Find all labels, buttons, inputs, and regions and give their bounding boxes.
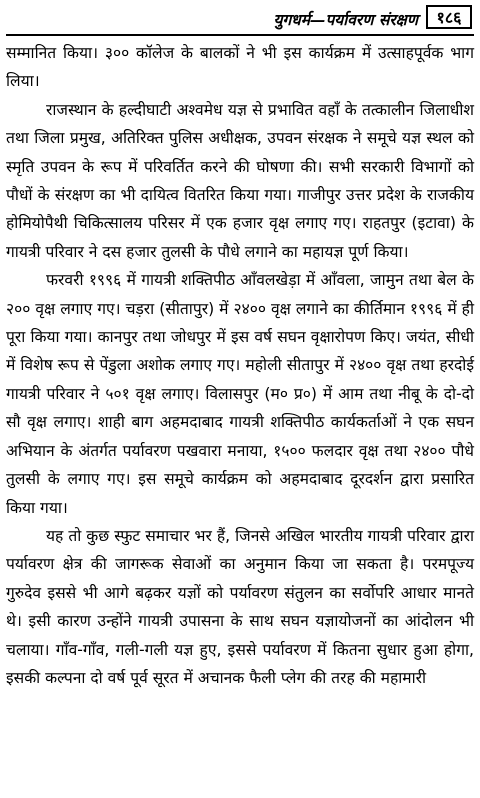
paragraph: राजस्थान के हल्दीघाटी अश्वमेध यज्ञ से प्रभावित वहाँ के तत्कालीन जिलाधीश तथा जिला प्रमुख, अतिरिक्त पुलिस अधीक्षक, उपवन संरक्षक ने समूचे यज्ञ स्थल को स्मृति उपवन के रूप में परिवर्तित करने की घोषणा की। सभी सरकारी विभागों को पौधों के संरक्षण का भी दायित्व वितरित किया गया। गाजीपुर उत्तर प्रदेश के राजकीय होमियोपैथी चिकित्सालय परिसर में एक हजार वृक्ष लगाए गए। राहतपुर (इटावा) के गायत्री परिवार ने दस हजार तुलसी के पौधे लगाने का महायज्ञ पूर्ण किया। xyxy=(6,100,474,261)
page-number: १८६ xyxy=(426,5,472,29)
paragraph: फरवरी १९९६ में गायत्री शक्तिपीठ आँवलखेड़ा में आँवला, जामुन तथा बेल के २०० वृक्ष लगाए गए। चड़रा (सीतापुर) में २४०० वृक्ष लगाने का कीर्तिमान १९९६ में ही पूरा किया गया। कानपुर तथा जोधपुर में इस वर्ष सघन वृक्षारोपण किए। जयंत, सीधी में विशेष रूप से पेंडुला अशोक लगाए गए। महोली सीतापुर में २४०० वृक्ष तथा हरदोई गायत्री परिवार ने ५०१ वृक्ष लगाए। विलासपुर (म० प्र०) में आम तथा नीबू के दो-दो सौ वृक्ष लगाए। शाही बाग अहमदाबाद गायत्री शक्तिपीठ कार्यकर्ताओं ने एक सघन अभियान के अंतर्गत पर्यावरण पखवारा मनाया, १५०० फलदार वृक्ष तथा २४०० पौधे तुलसी के लगाए गए। इस समूचे कार्यक्रम को अहमदाबाद दूरदर्शन द्वारा प्रसारित किया गया। xyxy=(6,271,474,517)
paragraph: सम्मानित किया। ३०० कॉलेज के बालकों ने भी इस कार्यक्रम में उत्साहपूर्वक भाग लिया। xyxy=(6,44,474,91)
running-title: युगधर्म—पर्यावरण संरक्षण xyxy=(273,11,418,29)
page-header xyxy=(6,4,474,36)
body-text xyxy=(6,39,474,692)
paragraph: यह तो कुछ स्फुट समाचार भर हैं, जिनसे अखिल भारतीय गायत्री परिवार द्वारा पर्यावरण क्षेत्र की जागरूक सेवाओं का अनुमान किया जा सकता है। परमपूज्य गुरुदेव इससे भी आगे बढ़कर यज्ञों को पर्यावरण संतुलन का सर्वोपरि आधार मानते थे। इसी कारण उन्होंने गायत्री उपासना के साथ सघन यज्ञायोजनों का आंदोलन भी चलाया। गाँव-गाँव, गली-गली यज्ञ हुए, इससे पर्यावरण में कितना सुधार हुआ होगा, इसकी कल्पना दो वर्ष पूर्व सूरत में अचानक फैली प्लेग की तरह की महामारी xyxy=(6,526,474,687)
